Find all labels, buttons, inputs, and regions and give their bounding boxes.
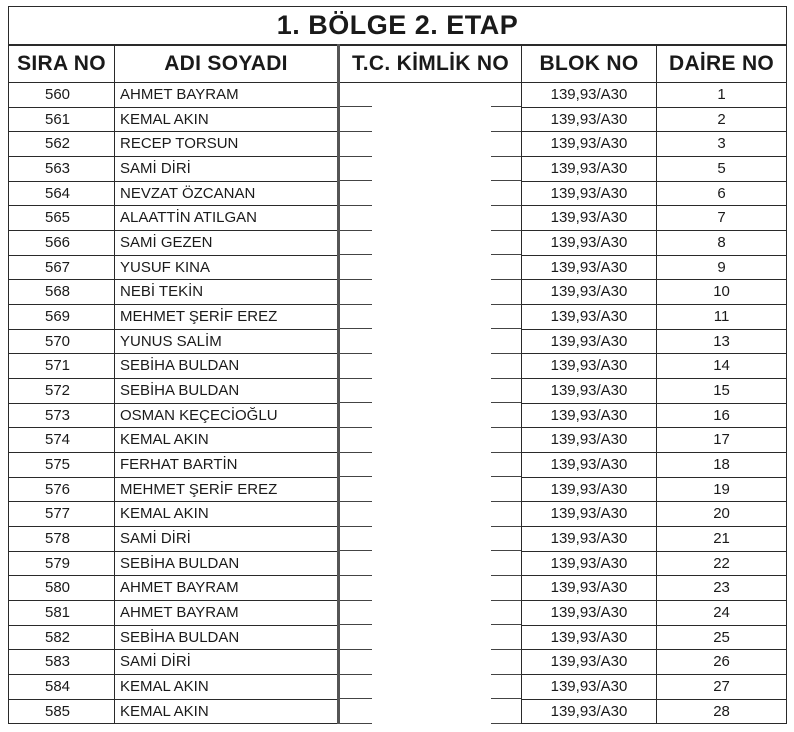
tc-kimlik-no-cell [339,699,522,724]
blok-no-cell: 139,93/A30 [522,280,657,305]
adi-soyadi-cell: NEVZAT ÖZCANAN [115,181,339,206]
table-row [9,231,787,256]
sira-no-cell: 574 [9,428,115,453]
table-row [9,551,787,576]
tc-kimlik-no-cell [339,132,522,157]
adi-soyadi-cell: SEBİHA BULDAN [115,354,339,379]
table-row [9,428,787,453]
table-row [9,527,787,552]
adi-soyadi-cell: KEMAL AKIN [115,502,339,527]
sira-no-cell: 582 [9,625,115,650]
adi-soyadi-cell: NEBİ TEKİN [115,280,339,305]
adi-soyadi-cell: KEMAL AKIN [115,107,339,132]
blok-no-cell: 139,93/A30 [522,453,657,478]
daire-no-cell: 2 [657,107,787,132]
daire-no-cell: 9 [657,255,787,280]
daire-no-cell: 28 [657,699,787,724]
adi-soyadi-cell: OSMAN KEÇECİOĞLU [115,403,339,428]
blok-no-cell: 139,93/A30 [522,477,657,502]
blok-no-cell: 139,93/A30 [522,157,657,182]
adi-soyadi-cell: SAMİ DİRİ [115,650,339,675]
sira-no-cell: 580 [9,576,115,601]
adi-soyadi-cell: YUSUF KINA [115,255,339,280]
table-row [9,157,787,182]
table-row [9,576,787,601]
daire-no-cell: 7 [657,206,787,231]
tc-kimlik-no-cell [339,477,522,502]
sira-no-cell: 578 [9,527,115,552]
daire-no-cell: 24 [657,601,787,626]
tc-kimlik-no-cell [339,305,522,330]
daire-no-cell: 8 [657,231,787,256]
tc-kimlik-no-cell [339,675,522,700]
sira-no-cell: 564 [9,181,115,206]
daire-no-cell: 13 [657,329,787,354]
blok-no-cell: 139,93/A30 [522,625,657,650]
daire-no-cell: 25 [657,625,787,650]
sira-no-cell: 571 [9,354,115,379]
table-row [9,601,787,626]
table-row [9,329,787,354]
table-row [9,354,787,379]
daire-no-cell: 15 [657,379,787,404]
table-row [9,699,787,724]
sira-no-cell: 572 [9,379,115,404]
blok-no-cell: 139,93/A30 [522,255,657,280]
sira-no-cell: 570 [9,329,115,354]
adi-soyadi-cell: AHMET BAYRAM [115,83,339,108]
daire-no-cell: 16 [657,403,787,428]
tc-kimlik-no-cell [339,157,522,182]
sira-no-cell: 585 [9,699,115,724]
column-header-sira-no: SIRA NO [9,45,115,83]
adi-soyadi-cell: YUNUS SALİM [115,329,339,354]
blok-no-cell: 139,93/A30 [522,107,657,132]
sira-no-cell: 579 [9,551,115,576]
blok-no-cell: 139,93/A30 [522,650,657,675]
tc-kimlik-no-cell [339,107,522,132]
blok-no-cell: 139,93/A30 [522,403,657,428]
cell-underline-right [491,723,521,724]
daire-no-cell: 18 [657,453,787,478]
table-row [9,675,787,700]
adi-soyadi-cell: SEBİHA BULDAN [115,379,339,404]
daire-no-cell: 6 [657,181,787,206]
daire-no-cell: 1 [657,83,787,108]
tc-kimlik-no-cell [339,502,522,527]
adi-soyadi-cell: AHMET BAYRAM [115,576,339,601]
tc-kimlik-no-cell [339,576,522,601]
tc-kimlik-no-cell [339,453,522,478]
blok-no-cell: 139,93/A30 [522,206,657,231]
tc-kimlik-no-cell [339,650,522,675]
column-header-blok-no: BLOK NO [522,45,657,83]
blok-no-cell: 139,93/A30 [522,551,657,576]
tc-kimlik-no-cell [339,255,522,280]
table-row [9,305,787,330]
daire-no-cell: 23 [657,576,787,601]
adi-soyadi-cell: SAMİ DİRİ [115,157,339,182]
daire-no-cell: 17 [657,428,787,453]
table-row [9,453,787,478]
table-title: 1. BÖLGE 2. ETAP [9,7,787,46]
table-row [9,83,787,108]
sira-no-cell: 560 [9,83,115,108]
adi-soyadi-cell: MEHMET ŞERİF EREZ [115,477,339,502]
adi-soyadi-cell: KEMAL AKIN [115,675,339,700]
adi-soyadi-cell: SEBİHA BULDAN [115,625,339,650]
table-row [9,625,787,650]
daire-no-cell: 26 [657,650,787,675]
blok-no-cell: 139,93/A30 [522,601,657,626]
tc-kimlik-no-cell [339,625,522,650]
table-row [9,107,787,132]
daire-no-cell: 10 [657,280,787,305]
table-row [9,477,787,502]
blok-no-cell: 139,93/A30 [522,329,657,354]
table-row [9,206,787,231]
table-body [9,83,787,724]
blok-no-cell: 139,93/A30 [522,428,657,453]
adi-soyadi-cell: SEBİHA BULDAN [115,551,339,576]
sira-no-cell: 581 [9,601,115,626]
tc-kimlik-no-cell [339,403,522,428]
sira-no-cell: 566 [9,231,115,256]
sira-no-cell: 561 [9,107,115,132]
table-row [9,502,787,527]
sira-no-cell: 576 [9,477,115,502]
sira-no-cell: 563 [9,157,115,182]
daire-no-cell: 27 [657,675,787,700]
adi-soyadi-cell: AHMET BAYRAM [115,601,339,626]
tc-kimlik-no-cell [339,428,522,453]
adi-soyadi-cell: FERHAT BARTİN [115,453,339,478]
blok-no-cell: 139,93/A30 [522,305,657,330]
adi-soyadi-cell: ALAATTİN ATILGAN [115,206,339,231]
blok-no-cell: 139,93/A30 [522,181,657,206]
sira-no-cell: 583 [9,650,115,675]
tc-kimlik-no-cell [339,231,522,256]
tc-kimlik-no-cell [339,379,522,404]
column-header-daire-no: DAİRE NO [657,45,787,83]
table-row [9,181,787,206]
sira-no-cell: 575 [9,453,115,478]
tc-kimlik-no-cell [339,181,522,206]
blok-no-cell: 139,93/A30 [522,576,657,601]
column-header-adi-soyadi: ADI SOYADI [115,45,339,83]
table-row [9,280,787,305]
tc-kimlik-no-cell [339,354,522,379]
blok-no-cell: 139,93/A30 [522,527,657,552]
tc-kimlik-no-cell [339,83,522,108]
sira-no-cell: 573 [9,403,115,428]
table-row [9,379,787,404]
adi-soyadi-cell: KEMAL AKIN [115,428,339,453]
daire-no-cell: 14 [657,354,787,379]
sira-no-cell: 584 [9,675,115,700]
daire-no-cell: 20 [657,502,787,527]
table-row [9,255,787,280]
daire-no-cell: 5 [657,157,787,182]
sira-no-cell: 567 [9,255,115,280]
table-row [9,403,787,428]
adi-soyadi-cell: SAMİ DİRİ [115,527,339,552]
tc-kimlik-no-cell [339,527,522,552]
blok-no-cell: 139,93/A30 [522,502,657,527]
sira-no-cell: 569 [9,305,115,330]
daire-no-cell: 22 [657,551,787,576]
table-row [9,650,787,675]
tc-kimlik-no-cell [339,280,522,305]
column-header-tc-kimlik-no: T.C. KİMLİK NO [339,45,522,83]
sira-no-cell: 568 [9,280,115,305]
daire-no-cell: 3 [657,132,787,157]
blok-no-cell: 139,93/A30 [522,354,657,379]
adi-soyadi-cell: RECEP TORSUN [115,132,339,157]
tc-kimlik-no-cell [339,329,522,354]
sira-no-cell: 562 [9,132,115,157]
blok-no-cell: 139,93/A30 [522,379,657,404]
daire-no-cell: 11 [657,305,787,330]
blok-no-cell: 139,93/A30 [522,699,657,724]
blok-no-cell: 139,93/A30 [522,83,657,108]
residents-table [8,6,787,724]
adi-soyadi-cell: MEHMET ŞERİF EREZ [115,305,339,330]
adi-soyadi-cell: KEMAL AKIN [115,699,339,724]
tc-kimlik-no-cell [339,551,522,576]
sira-no-cell: 565 [9,206,115,231]
tc-kimlik-no-cell [339,206,522,231]
header-row [9,45,787,83]
blok-no-cell: 139,93/A30 [522,231,657,256]
blok-no-cell: 139,93/A30 [522,132,657,157]
table-row [9,132,787,157]
daire-no-cell: 21 [657,527,787,552]
tc-kimlik-no-cell [339,601,522,626]
cell-underline-left [340,723,372,724]
blok-no-cell: 139,93/A30 [522,675,657,700]
sira-no-cell: 577 [9,502,115,527]
adi-soyadi-cell: SAMİ GEZEN [115,231,339,256]
daire-no-cell: 19 [657,477,787,502]
